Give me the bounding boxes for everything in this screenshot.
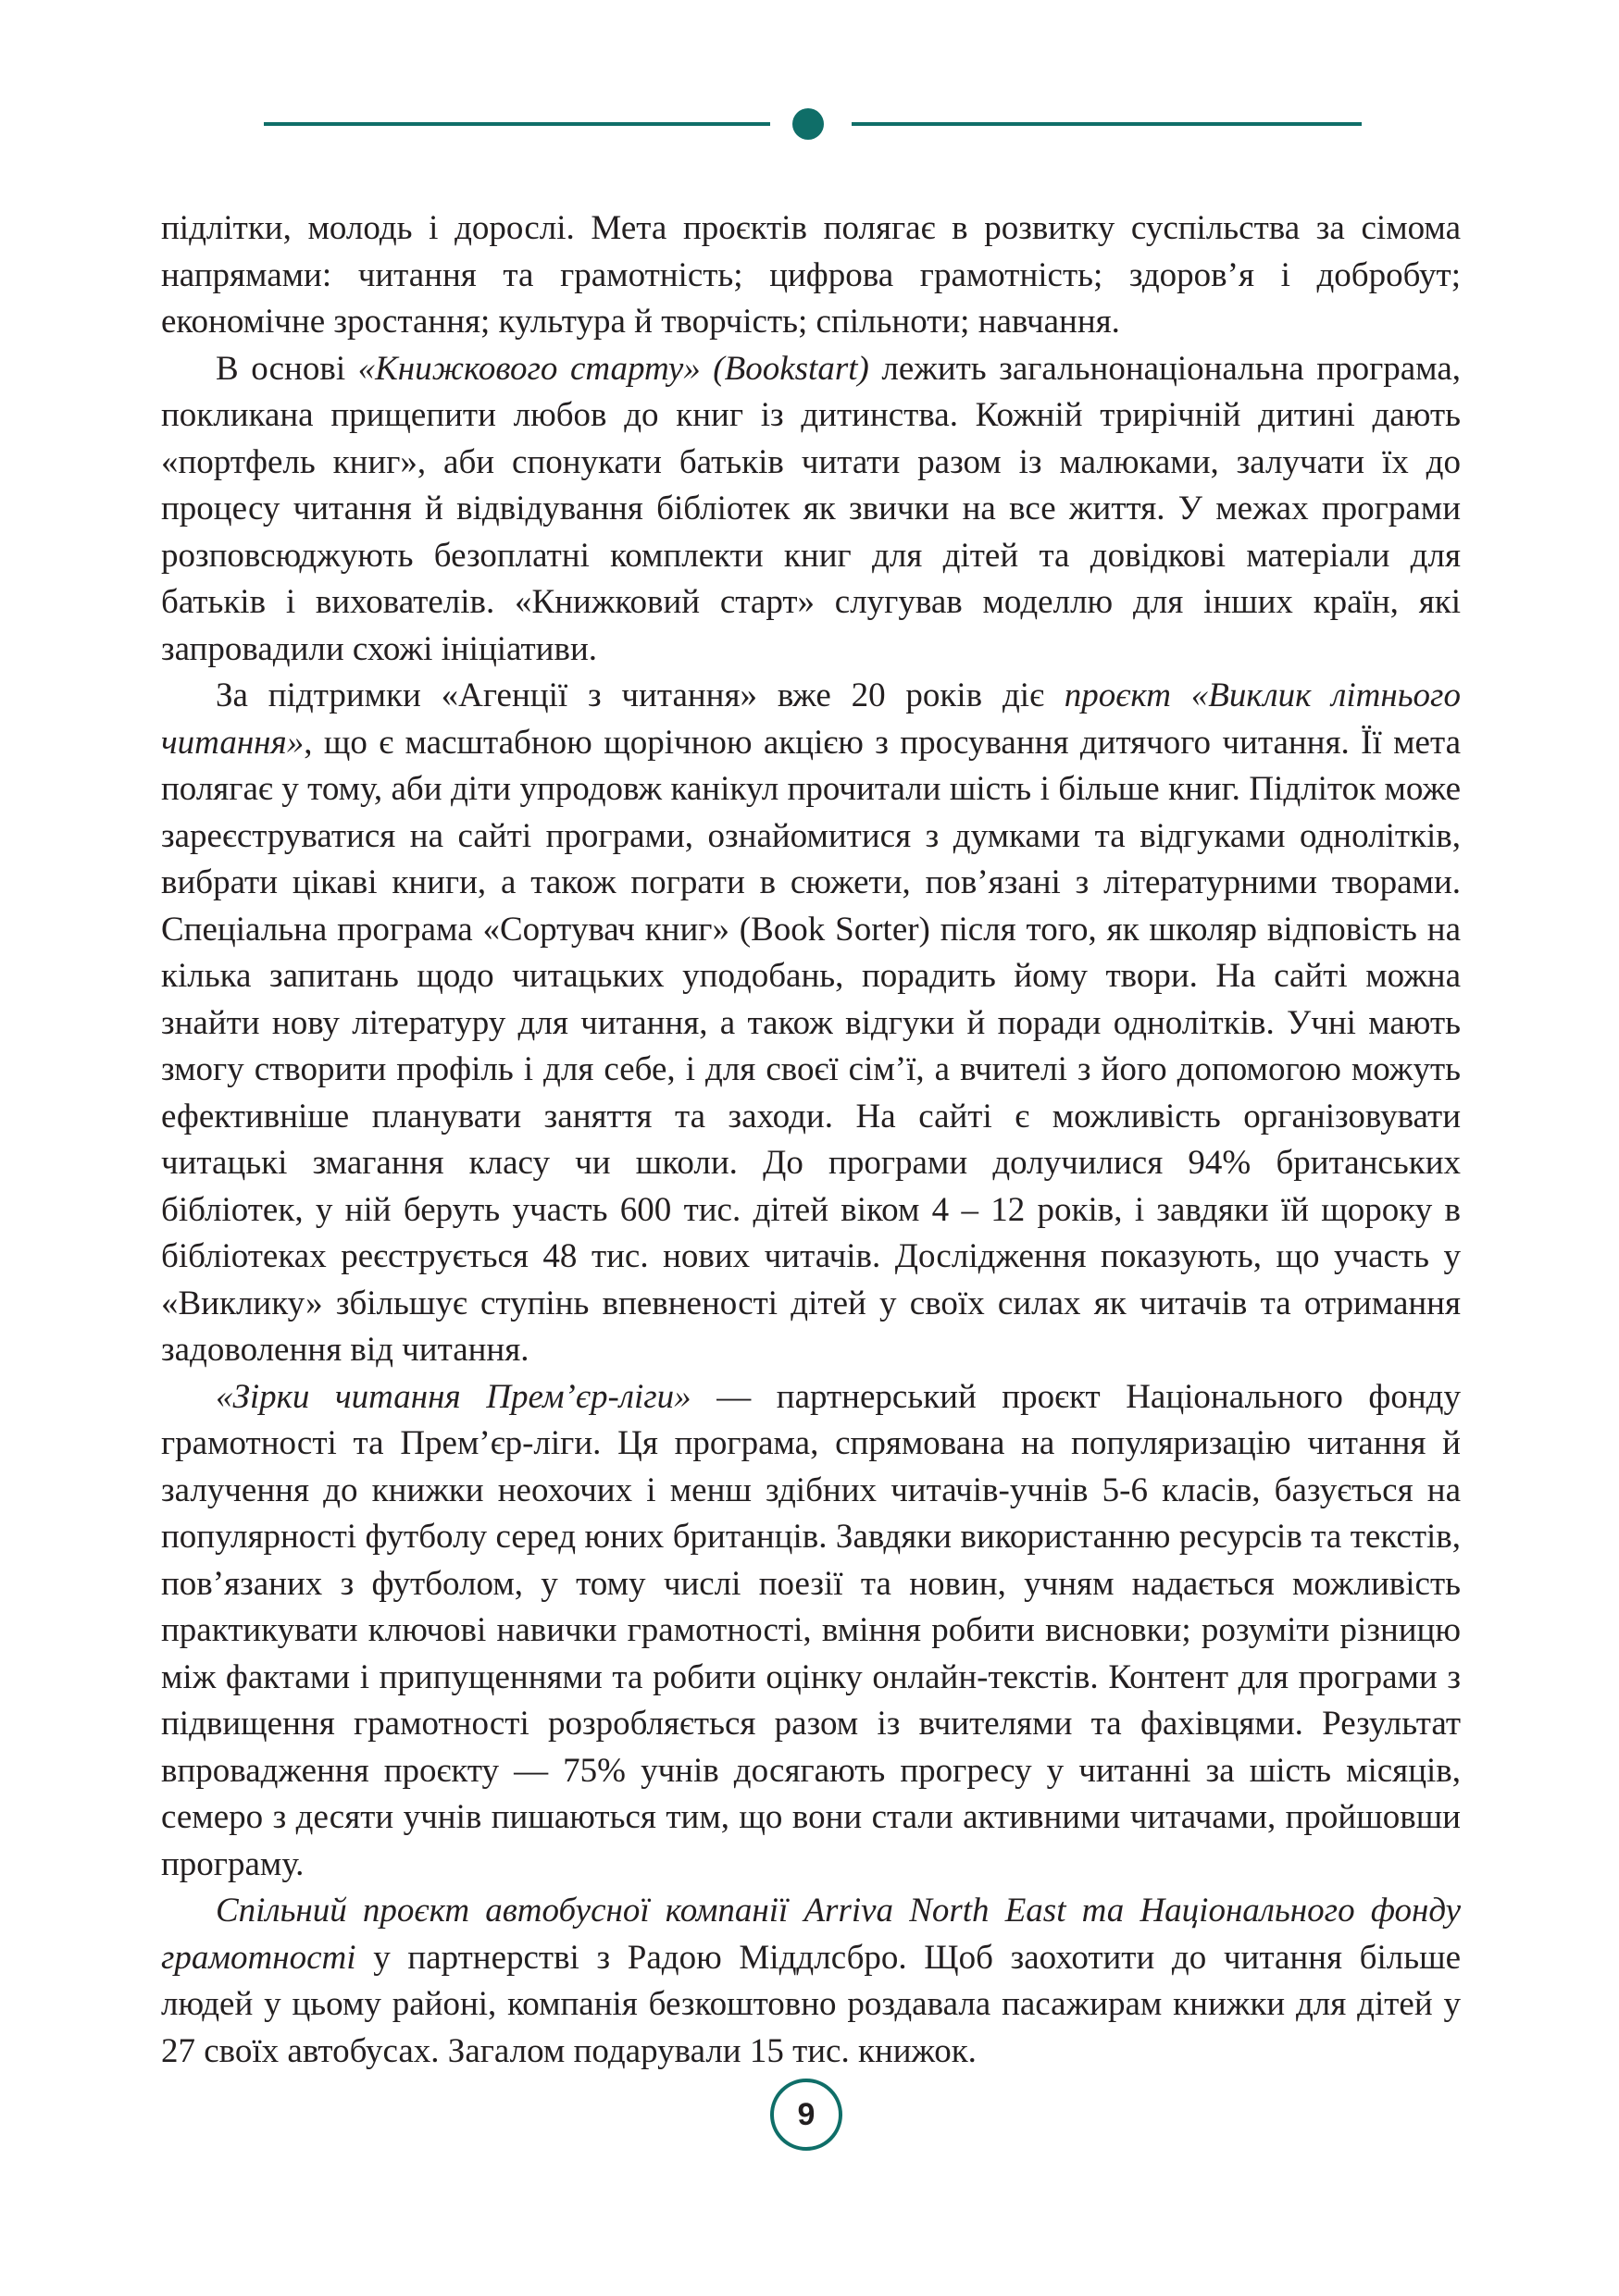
summer-reading-body: , що є масштабною щорічною акцією з просування дитячого читання. Її мета полягає у тому, аби діти упродовж канікул прочитали шість і більше книг. Підліток може зареєструватися на сайті програми, ознайомитися з думками та відгуками однолітків, вибрати цікаві книги, а також пограти в сюжети, пов’язані з літературними творами. Спеціальна програма «Сортувач книг» (Book Sorter) після того, як школяр відповість на кілька запитань щодо читацьких уподобань, порадить йому твори. На сайті можна знайти нову літературу для читання, а також відгуки й поради однолітків. Учні мають змогу створити профіль і для себе, і для своєї сім’ї, а вчителі з його допомогою можуть ефективніше планувати заняття та заходи. На сайті є можливість організовувати читацькі змагання класу чи школи. До програми долучилися 94% британських бібліотек, у ній беруть участь 600 тис. дітей віком 4 – 12 років, і завдяки їй щороку в бібліотеках реєструється 48 тис. нових читачів. Дослідження показують, що участь у «Виклику» збільшує ступінь впевненості дітей у своїх силах як читачів та отримання задоволення від читання. — [161, 723, 1461, 1369]
header-rule-left — [264, 122, 770, 126]
paragraph-bookstart — [161, 346, 1461, 674]
summer-reading-title: проєкт «Виклик літнього читання» — [161, 676, 1461, 762]
paragraph-summer-reading — [161, 673, 1461, 1374]
paragraph-1 — [161, 205, 1461, 346]
header-ornament — [0, 0, 1619, 167]
arriva-body: у партнерстві з Радою Міддлсбро. Щоб заохотити до читання більше людей у цьому районі, компанія безкоштовно роздавала пасажирам книжки для дітей у 27 своїх автобусах. Загалом подарували 15 тис. книжок. — [161, 1938, 1461, 2070]
page-number: 9 — [770, 2079, 842, 2151]
paragraph-premier-league — [161, 1374, 1461, 1889]
premier-league-title: «Зірки читання Прем’єр-ліги» — [216, 1377, 691, 1416]
header-dot-icon — [792, 108, 824, 140]
bookstart-title: «Книжкового старту» (Bookstart) — [357, 349, 869, 388]
premier-league-body: — партнерський проєкт Національного фонду грамотності та Прем’єр-ліги. Ця програма, спрямована на популяризацію читання й залучення до книжки неохочих і менш здібних читачів-учнів 5-6 класів, базується на популярності футболу серед юних британців. Завдяки використанню ресурсів та текстів, пов’язаних з футболом, у тому числі поезії та новин, учням надається можливість практикувати ключові навички грамотності, вміння робити висновки; розуміти різницю між фактами і припущеннями та робити оцінку онлайн-текстів. Контент для програми з підвищення грамотності розробляється разом із вчителями та фахівцями. Результат впровадження проєкту — 75% учнів досягають прогресу у читанні за шість місяців, семеро з десяти учнів пишаються тим, що вони стали активними читачами, пройшовши програму. — [161, 1377, 1461, 1883]
summer-reading-lead: За підтримки «Агенції з читання» вже 20 років діє — [216, 676, 1065, 714]
paragraph-1-text: підлітки, молодь і дорослі. Мета проєктів полягає в розвитку суспільства за сімома напрямами: читання та грамотність; цифрова грамотність; здоров’я і добробут; економічне зростання; культура й творчість; спільноти; навчання. — [161, 209, 1461, 341]
body-text — [161, 205, 1461, 2075]
arriva-title: Спільний проєкт автобусної компанії Arriva North East та Національного фонду грамотності — [161, 1892, 1461, 1977]
bookstart-lead: В основі — [216, 349, 358, 388]
bookstart-body: лежить загальнонаціональна програма, покликана прищепити любов до книг із дитинства. Кожній трирічній дитині дають «портфель книг», аби спонукати батьків читати разом із малюками, залучати їх до процесу читання й відвідування бібліотек як звички на все життя. У межах програми розповсюджують безоплатні комплекти книг для дітей та довідкові матеріали для батьків і вихователів. «Книжковий старт» слугував моделлю для інших країн, які запровадили схожі ініціативи. — [161, 349, 1461, 668]
paragraph-arriva — [161, 1888, 1461, 2075]
header-rule-right — [852, 122, 1362, 126]
